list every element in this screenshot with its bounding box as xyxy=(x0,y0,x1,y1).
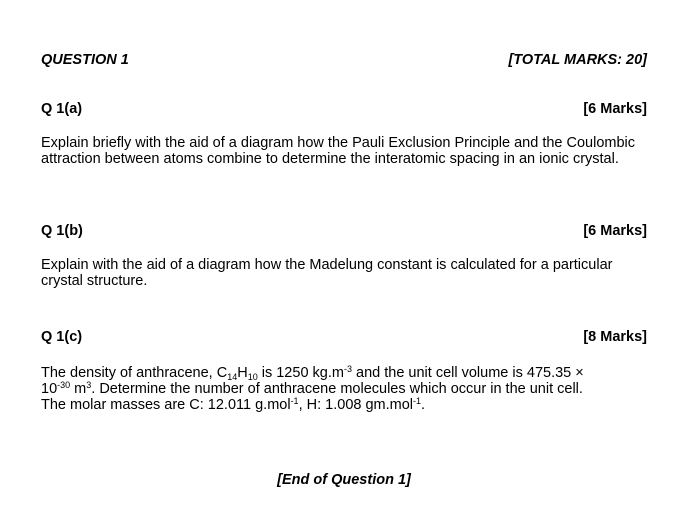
part-a-header xyxy=(41,101,647,117)
question-header xyxy=(41,52,647,68)
part-c-text: The density of anthracene, $C_{14}H_{10}$ is 1250 $kg.m^{-3}$ and the unit cell volume is 475.35 × $10^{-30}$ $m^3$. Determine the number of anthracene molecules which occur in the unit cell. The molar masses are C: 12.011 g.mol$^{-1}$, H: 1.008 gm.mol$^{-1}$. xyxy=(41,364,584,413)
part-a-text: Explain briefly with the aid of a diagram how the Pauli Exclusion Principle and the Coulombic attraction between atoms combine to determine the interatomic spacing in an ionic crystal. xyxy=(41,135,636,167)
part-b-label: Q 1(b) xyxy=(41,223,83,239)
part-c-marks: [8 Marks] xyxy=(583,329,647,345)
part-b-marks: [6 Marks] xyxy=(583,223,647,239)
part-b-text: Explain with the aid of a diagram how the Madelung constant is calculated for a particular crystal structure. xyxy=(41,257,613,289)
total-marks: [TOTAL MARKS: 20] xyxy=(508,52,647,68)
exam-page xyxy=(41,0,647,510)
part-a-marks: [6 Marks] xyxy=(583,101,647,117)
part-c-label: Q 1(c) xyxy=(41,329,83,345)
end-of-question: [End of Question 1] xyxy=(277,472,411,488)
part-b-header xyxy=(41,223,647,239)
part-a-label: Q 1(a) xyxy=(41,101,83,117)
part-c-header xyxy=(41,329,647,345)
question-title: QUESTION 1 xyxy=(41,52,129,68)
